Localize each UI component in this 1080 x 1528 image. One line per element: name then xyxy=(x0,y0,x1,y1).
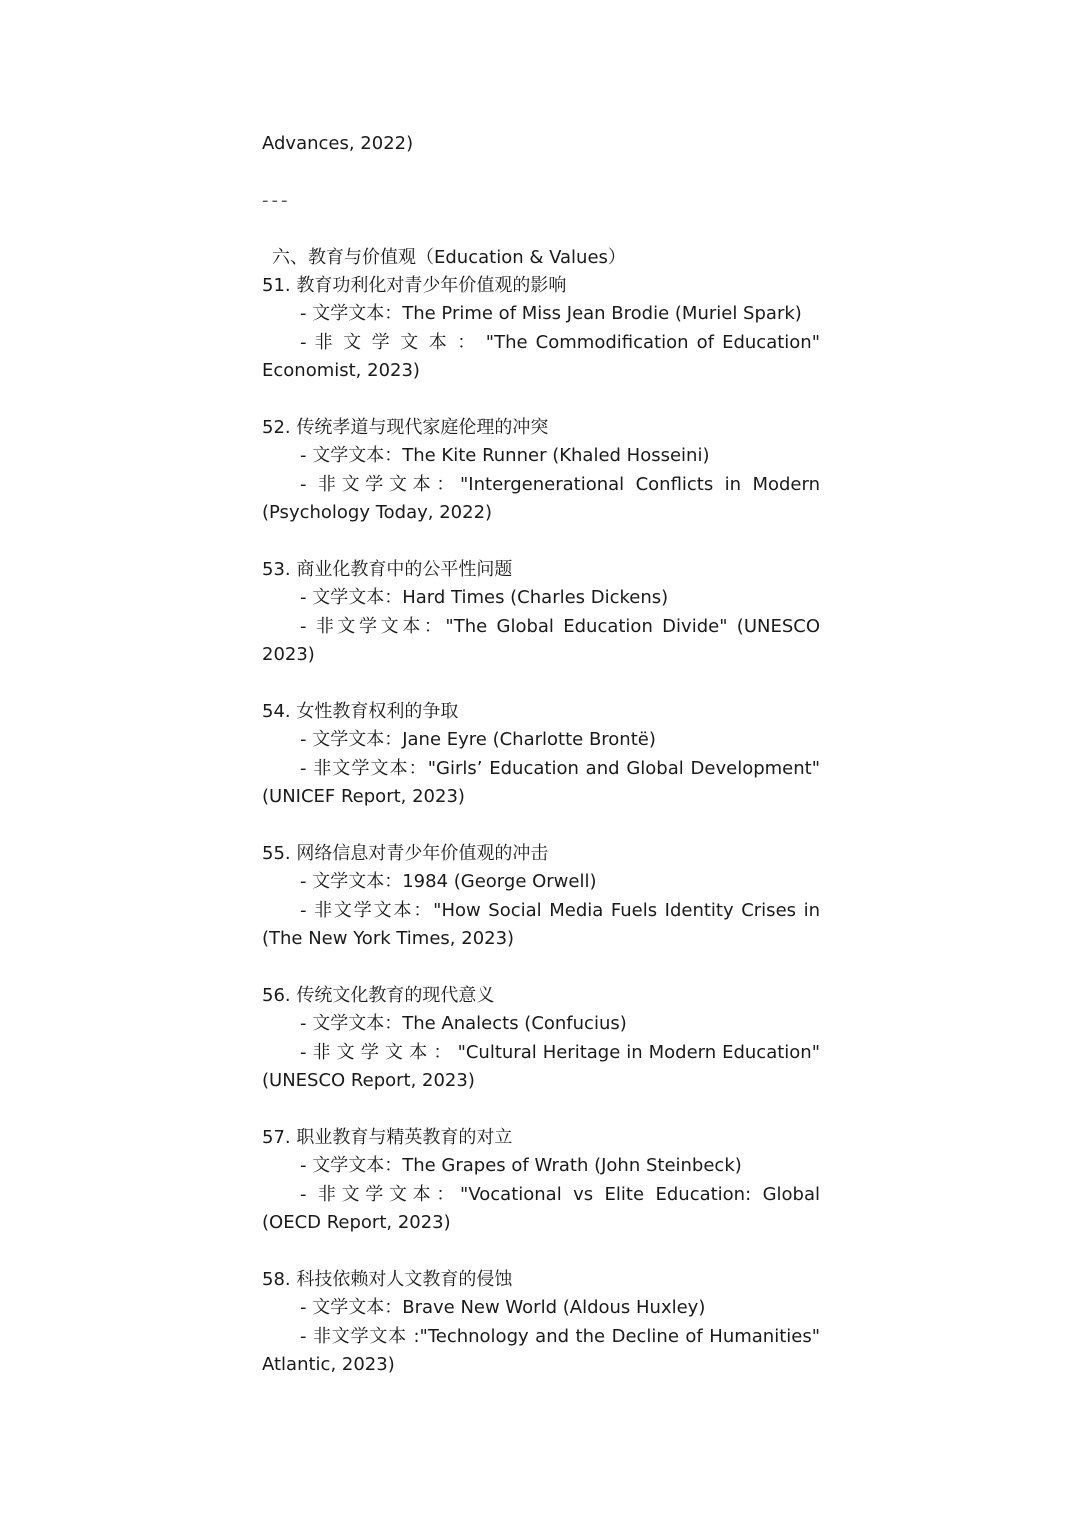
entry-non-literary-continuation: (UNESCO Report, 2023) xyxy=(262,1070,475,1092)
entry-heading: 54. 女性教育权利的争取 xyxy=(262,701,459,722)
entry-literary-text: - 文学文本：Brave New World (Aldous Huxley) xyxy=(300,1297,706,1319)
entry-non-literary-continuation: (The New York Times, 2023) xyxy=(262,928,515,950)
entry-heading: 52. 传统孝道与现代家庭伦理的冲突 xyxy=(262,417,549,438)
entry-52 xyxy=(262,414,820,528)
entry-non-literary-continuation: (UNICEF Report, 2023) xyxy=(262,786,465,808)
entry-non-literary-text: - 非文学文本："Vocational vs Elite Education: Global xyxy=(300,1183,820,1205)
section-separator: --- xyxy=(262,189,291,211)
document-content xyxy=(262,130,820,1380)
entry-54 xyxy=(262,698,820,812)
entry-53 xyxy=(262,556,820,670)
entry-58 xyxy=(262,1266,820,1380)
entry-non-literary-continuation: (Psychology Today, 2022) xyxy=(262,502,493,524)
entry-56 xyxy=(262,982,820,1096)
entry-literary-text: - 文学文本：1984 (George Orwell) xyxy=(300,871,597,893)
entry-51 xyxy=(262,272,820,386)
entry-non-literary-text: - 非文学文本 :"Technology and the Decline of Humanities" xyxy=(300,1325,820,1347)
entry-non-literary-text: - 非文学文本："Girls’ Education and Global Development" xyxy=(300,757,820,779)
entry-heading: 57. 职业教育与精英教育的对立 xyxy=(262,1127,513,1148)
entry-non-literary-continuation: 2023) xyxy=(262,644,315,666)
section-title: 六、教育与价值观（Education & Values） xyxy=(272,246,626,268)
entry-non-literary-continuation: Economist, 2023) xyxy=(262,360,420,382)
entry-non-literary-continuation: (OECD Report, 2023) xyxy=(262,1212,451,1234)
entry-literary-text: - 文学文本：The Analects (Confucius) xyxy=(300,1013,627,1035)
entry-non-literary-text: - 非文学文本："The Global Education Divide" (UNESCO xyxy=(300,615,820,637)
entry-literary-text: - 文学文本：The Prime of Miss Jean Brodie (Muriel Spark) xyxy=(300,303,802,325)
entry-heading: 58. 科技依赖对人文教育的侵蚀 xyxy=(262,1269,513,1290)
entry-heading: 56. 传统文化教育的现代意义 xyxy=(262,985,495,1006)
entry-heading: 53. 商业化教育中的公平性问题 xyxy=(262,559,513,580)
entry-literary-text: - 文学文本：Hard Times (Charles Dickens) xyxy=(300,587,669,609)
spacer xyxy=(262,215,820,243)
entry-non-literary-text: - 非 文 学 文 本 ： "Cultural Heritage in Modern Education" xyxy=(300,1041,820,1063)
entry-non-literary-text: - 非 文 学 文 本 ： "The Commodification of Education" xyxy=(300,331,820,353)
entry-literary-text: - 文学文本：The Grapes of Wrath (John Steinbeck) xyxy=(300,1155,742,1177)
entry-non-literary-text: - 非文学文本："How Social Media Fuels Identity Crises in xyxy=(300,899,820,921)
entry-57 xyxy=(262,1124,820,1238)
entry-literary-text: - 文学文本：Jane Eyre (Charlotte Brontë) xyxy=(300,729,656,751)
entry-list xyxy=(262,272,820,1380)
entry-heading: 51. 教育功利化对青少年价值观的影响 xyxy=(262,275,567,296)
entry-heading: 55. 网络信息对青少年价值观的冲击 xyxy=(262,843,549,864)
entry-55 xyxy=(262,840,820,954)
continuation-text: Advances, 2022) xyxy=(262,133,414,154)
entry-non-literary-text: - 非文学文本："Intergenerational Conflicts in Modern xyxy=(300,473,820,495)
entry-literary-text: - 文学文本：The Kite Runner (Khaled Hosseini) xyxy=(300,445,710,467)
entry-non-literary-continuation: Atlantic, 2023) xyxy=(262,1354,395,1376)
spacer xyxy=(262,158,820,186)
